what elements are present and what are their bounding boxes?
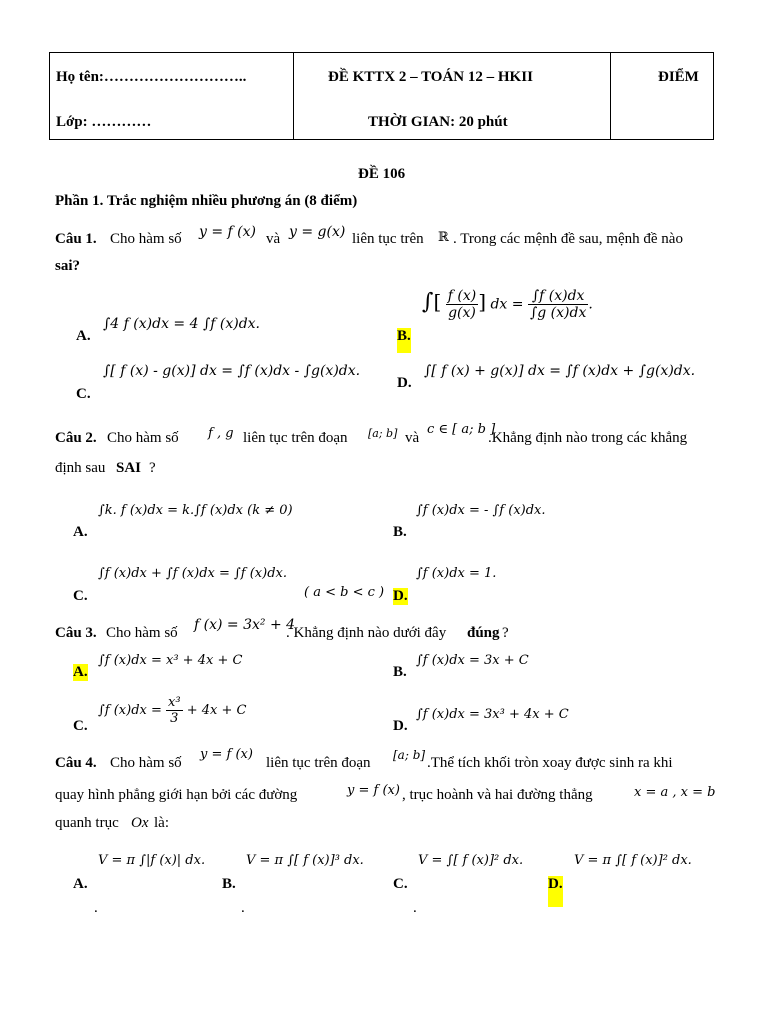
q3-c-right: + 4x + C	[186, 703, 247, 718]
q4-option-b-label[interactable]: B.	[222, 876, 236, 892]
q4-curve: y = f (x)	[347, 783, 400, 798]
q3-option-c-label[interactable]: C.	[73, 718, 88, 734]
q1-option-b[interactable]: ∫[ $\frac{f (x)}{g(x)}$ ] dx = $\frac{\int f (x)dx}{\int g (x)dx}$ .	[422, 288, 593, 321]
part1-title: Phần 1. Trắc nghiệm nhiều phương án (8 điểm)	[55, 193, 358, 209]
q3-option-c[interactable]	[98, 695, 246, 726]
q1-func-f: y = f (x)	[199, 224, 256, 240]
q3-number: Câu 3.	[55, 625, 97, 641]
q3-c-left: ∫f (x)dx =	[98, 703, 162, 718]
q2-option-c-label[interactable]: C.	[73, 588, 88, 604]
q2-option-b[interactable]: ∫f (x)dx = - ∫f (x)dx.	[416, 503, 546, 518]
q3-option-a[interactable]: ∫f (x)dx = x³ + 4x + C	[98, 653, 243, 668]
q4-option-d[interactable]: V = π ∫[ f (x)]² dx.	[574, 853, 692, 868]
q4-lines: x = a , x = b	[634, 785, 716, 800]
q1-text: liên tục trên	[352, 231, 424, 247]
q3-option-a-label[interactable]: A.	[73, 664, 88, 680]
q2-funcs: f , g	[208, 426, 234, 441]
q2-option-c[interactable]: ∫f (x)dx + ∫f (x)dx = ∫f (x)dx.	[98, 566, 287, 581]
q3-option-d-label[interactable]: D.	[393, 718, 408, 734]
q4-text: , trục hoành và hai đường thẳng	[402, 787, 593, 803]
q1-text: và	[266, 231, 281, 247]
q4-option-b[interactable]: V = π ∫[ f (x)]³ dx.	[246, 853, 364, 868]
q2-option-d[interactable]: ∫f (x)dx = 1.	[416, 566, 497, 581]
exam-title: ĐỀ KTTX 2 – TOÁN 12 – HKII	[328, 69, 533, 85]
q3-option-d[interactable]: ∫f (x)dx = 3x³ + 4x + C	[416, 707, 569, 722]
q1-b-right-numerator: ∫f (x)dx	[528, 288, 588, 305]
q3-text: . Khẳng định nào dưới đây	[286, 625, 447, 641]
q1-text: sai?	[55, 258, 81, 274]
q4-text: là:	[154, 815, 169, 831]
q1-option-b-label[interactable]: B.	[397, 328, 411, 353]
q3-option-b[interactable]: ∫f (x)dx = 3x + C	[416, 653, 529, 668]
q2-number: Câu 2.	[55, 430, 97, 446]
class-field-label: Lớp: …………	[56, 114, 152, 130]
q1-option-a-label[interactable]: A.	[76, 328, 91, 344]
q1-option-d[interactable]: ∫[ f (x) + g(x)] dx = ∫f (x)dx + ∫g(x)dx.	[424, 363, 696, 379]
q1-option-a[interactable]: ∫4 f (x)dx = 4 ∫f (x)dx.	[103, 316, 261, 332]
q4-option-c[interactable]: V = ∫[ f (x)]² dx.	[418, 853, 524, 868]
score-label: ĐIỂM	[658, 69, 699, 85]
q4-option-a-dot: .	[94, 900, 98, 916]
q1-option-d-label[interactable]: D.	[397, 375, 412, 391]
q4-number: Câu 4.	[55, 755, 97, 771]
q4-option-c-label[interactable]: C.	[393, 876, 408, 892]
q1-text: Cho hàm số	[110, 231, 182, 247]
q3-text: Cho hàm số	[106, 625, 178, 641]
q4-option-b-dot: .	[241, 900, 245, 916]
q4-axis: Ox	[131, 815, 149, 831]
q2-text: liên tục trên đoạn	[243, 430, 348, 446]
exam-code: ĐỀ 106	[358, 166, 406, 182]
q1-b-right-denominator: ∫g (x)dx	[529, 305, 587, 321]
q2-option-b-label[interactable]: B.	[393, 524, 407, 540]
q1-func-g: y = g(x)	[289, 224, 346, 240]
q2-text: và	[405, 430, 420, 446]
q2-interval: [a; b]	[368, 427, 398, 440]
exam-time: THỜI GIAN: 20 phút	[368, 114, 508, 130]
name-field-label: Họ tên:………………………..	[56, 69, 247, 85]
q1-option-c[interactable]: ∫[ f (x) - g(x)] dx = ∫f (x)dx - ∫g(x)dx.	[103, 363, 361, 379]
q2-option-a[interactable]: ∫k. f (x)dx = k.∫f (x)dx (k ≠ 0)	[98, 503, 293, 518]
q1-number: Câu 1.	[55, 231, 97, 247]
q4-text: .Thể tích khối tròn xoay được sinh ra khi	[427, 755, 673, 771]
q4-text: quay hình phẳng giới hạn bởi các đường	[55, 787, 298, 803]
q2-option-d-label[interactable]: D.	[393, 588, 408, 604]
q4-text: Cho hàm số	[110, 755, 182, 771]
q3-text: ?	[502, 625, 509, 641]
q4-text: quanh trục	[55, 815, 119, 831]
q3-c-numerator: x³	[168, 695, 181, 710]
q2-text: .Khẳng định nào trong các khẳng	[488, 430, 688, 446]
q2-option-a-label[interactable]: A.	[73, 524, 88, 540]
q4-option-a[interactable]: V = π ∫|f (x)| dx.	[98, 853, 206, 868]
q2-option-c-condition: ( a < b < c )	[304, 585, 385, 600]
q2-text-sai: SAI	[116, 460, 142, 476]
q4-text: liên tục trên đoạn	[266, 755, 371, 771]
q3-option-b-label[interactable]: B.	[393, 664, 407, 680]
q4-option-a-label[interactable]: A.	[73, 876, 88, 892]
q2-text: định sau	[55, 460, 106, 476]
q4-function: y = f (x)	[200, 747, 253, 762]
q1-text: . Trong các mệnh đề sau, mệnh đề nào	[453, 231, 683, 247]
q1-option-c-label[interactable]: C.	[76, 386, 91, 402]
q4-interval: [a; b]	[393, 748, 426, 762]
header-table	[49, 52, 714, 140]
q4-option-c-dot: .	[413, 900, 417, 916]
q2-c-in-interval: c ∈ [ a; b ]	[427, 422, 496, 437]
q3-function: f (x) = 3x² + 4	[194, 617, 296, 633]
q1-b-middle: dx =	[490, 296, 524, 313]
q2-text: ?	[149, 460, 156, 476]
q1-b-numerator: f (x)	[447, 288, 477, 304]
q1-real-set: ℝ	[438, 229, 449, 244]
q4-option-d-label[interactable]: D.	[548, 876, 563, 907]
q2-text: Cho hàm số	[107, 430, 179, 446]
q3-c-denominator: 3	[170, 711, 179, 726]
q1-b-denominator: g(x)	[448, 305, 476, 321]
q3-text-dung: đúng	[467, 625, 500, 641]
